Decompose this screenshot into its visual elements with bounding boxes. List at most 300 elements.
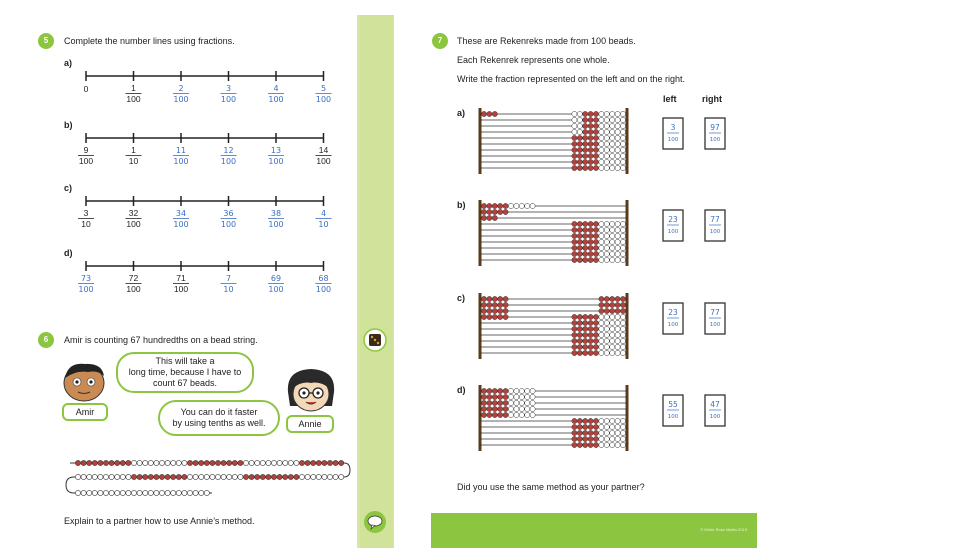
- white-bead: [620, 332, 625, 337]
- white-bead: [620, 123, 625, 128]
- red-bead: [593, 117, 598, 122]
- red-bead: [487, 388, 492, 393]
- white-bead: [620, 135, 625, 140]
- red-bead: [588, 350, 593, 355]
- white-bead: [620, 111, 625, 116]
- red-bead: [588, 332, 593, 337]
- answer-denominator-left: 100: [667, 137, 679, 143]
- white-bead: [615, 251, 620, 256]
- annie-avatar: [284, 366, 338, 416]
- red-bead: [503, 296, 508, 301]
- white-bead: [514, 400, 519, 405]
- white-bead: [610, 135, 615, 140]
- red-bead: [492, 111, 497, 116]
- white-bead: [577, 111, 582, 116]
- red-bead: [498, 412, 503, 417]
- white-bead: [615, 320, 620, 325]
- red-bead: [593, 147, 598, 152]
- red-bead: [572, 344, 577, 349]
- white-bead: [615, 165, 620, 170]
- white-bead: [620, 430, 625, 435]
- rekenreks: [450, 100, 750, 480]
- fraction-numerator: 11: [175, 146, 187, 155]
- red-bead: [577, 233, 582, 238]
- red-bead: [588, 320, 593, 325]
- red-bead: [583, 326, 588, 331]
- column-header-right: right: [702, 94, 722, 104]
- white-bead: [615, 135, 620, 140]
- red-bead: [498, 209, 503, 214]
- red-bead: [599, 302, 604, 307]
- red-bead: [593, 338, 598, 343]
- white-bead: [599, 338, 604, 343]
- white-bead: [277, 460, 282, 465]
- question-6-number: 6: [38, 332, 54, 348]
- red-bead: [492, 209, 497, 214]
- red-bead: [339, 460, 344, 465]
- white-bead: [615, 424, 620, 429]
- red-bead: [610, 302, 615, 307]
- red-bead: [487, 400, 492, 405]
- fraction-numerator: 3: [225, 84, 232, 93]
- red-bead: [75, 460, 80, 465]
- white-bead: [530, 406, 535, 411]
- fraction-denominator: 100: [315, 285, 332, 294]
- rekenrek-label: b): [457, 200, 466, 210]
- red-bead: [577, 251, 582, 256]
- red-bead: [572, 159, 577, 164]
- red-bead: [487, 412, 492, 417]
- red-bead: [577, 227, 582, 232]
- red-bead: [593, 111, 598, 116]
- white-bead: [599, 129, 604, 134]
- white-bead: [126, 490, 131, 495]
- red-bead: [492, 400, 497, 405]
- fraction-numerator: 68: [318, 274, 329, 283]
- white-bead: [143, 460, 148, 465]
- fraction-numerator: 5: [320, 84, 327, 93]
- white-bead: [154, 490, 159, 495]
- red-bead: [572, 314, 577, 319]
- answer-numerator-right: 77: [710, 308, 720, 317]
- white-bead: [604, 239, 609, 244]
- red-bead: [503, 302, 508, 307]
- fraction-denominator: 10: [223, 285, 234, 294]
- white-bead: [514, 406, 519, 411]
- white-bead: [109, 474, 114, 479]
- red-bead: [572, 436, 577, 441]
- fraction-denominator: 10: [128, 156, 139, 166]
- white-bead: [519, 412, 524, 417]
- white-bead: [508, 203, 513, 208]
- red-bead: [481, 296, 486, 301]
- white-bead: [604, 326, 609, 331]
- red-bead: [593, 442, 598, 447]
- white-bead: [620, 233, 625, 238]
- white-bead: [604, 320, 609, 325]
- red-bead: [572, 338, 577, 343]
- red-bead: [593, 129, 598, 134]
- white-bead: [171, 460, 176, 465]
- red-bead: [577, 165, 582, 170]
- fraction-numerator: 14: [318, 145, 329, 155]
- red-bead: [498, 406, 503, 411]
- white-bead: [126, 474, 131, 479]
- fraction-numerator: 69: [270, 274, 282, 283]
- white-bead: [204, 474, 209, 479]
- number-lines: [18, 50, 358, 350]
- fraction-numerator: 36: [223, 209, 234, 218]
- red-bead: [98, 460, 103, 465]
- white-bead: [572, 123, 577, 128]
- red-bead: [255, 474, 260, 479]
- fraction-denominator: 100: [126, 94, 141, 104]
- white-bead: [620, 257, 625, 262]
- red-bead: [481, 203, 486, 208]
- white-bead: [604, 159, 609, 164]
- white-bead: [615, 257, 620, 262]
- white-bead: [615, 430, 620, 435]
- answer-numerator-right: 97: [710, 123, 720, 132]
- white-bead: [599, 320, 604, 325]
- white-bead: [525, 388, 530, 393]
- white-bead: [530, 203, 535, 208]
- answer-numerator-left: 23: [668, 215, 678, 224]
- red-bead: [227, 460, 232, 465]
- white-bead: [599, 251, 604, 256]
- red-bead: [492, 302, 497, 307]
- white-bead: [311, 474, 316, 479]
- red-bead: [588, 314, 593, 319]
- white-bead: [210, 474, 215, 479]
- white-bead: [610, 344, 615, 349]
- white-bead: [615, 332, 620, 337]
- white-bead: [604, 141, 609, 146]
- white-bead: [599, 332, 604, 337]
- white-bead: [148, 490, 153, 495]
- red-bead: [615, 308, 620, 313]
- red-bead: [487, 111, 492, 116]
- white-bead: [610, 129, 615, 134]
- red-bead: [593, 221, 598, 226]
- white-bead: [604, 117, 609, 122]
- red-bead: [583, 344, 588, 349]
- red-bead: [588, 442, 593, 447]
- white-bead: [599, 442, 604, 447]
- white-bead: [599, 165, 604, 170]
- white-bead: [615, 326, 620, 331]
- white-bead: [615, 117, 620, 122]
- red-bead: [577, 430, 582, 435]
- answer-numerator-left: 55: [668, 400, 678, 409]
- white-bead: [610, 239, 615, 244]
- red-bead: [215, 460, 220, 465]
- red-bead: [498, 400, 503, 405]
- red-bead: [182, 474, 187, 479]
- white-bead: [227, 474, 232, 479]
- red-bead: [498, 296, 503, 301]
- red-bead: [583, 332, 588, 337]
- white-bead: [604, 165, 609, 170]
- red-bead: [593, 123, 598, 128]
- red-bead: [583, 320, 588, 325]
- white-bead: [610, 147, 615, 152]
- white-bead: [137, 460, 142, 465]
- red-bead: [610, 296, 615, 301]
- red-bead: [593, 430, 598, 435]
- red-bead: [572, 165, 577, 170]
- white-bead: [238, 474, 243, 479]
- white-bead: [599, 245, 604, 250]
- white-bead: [615, 111, 620, 116]
- answer-denominator-right: 100: [709, 137, 721, 143]
- red-bead: [481, 400, 486, 405]
- red-bead: [498, 394, 503, 399]
- red-bead: [481, 308, 486, 313]
- red-bead: [583, 135, 588, 140]
- white-bead: [615, 442, 620, 447]
- white-bead: [327, 474, 332, 479]
- white-bead: [620, 442, 625, 447]
- fraction-denominator: 10: [81, 219, 91, 229]
- answer-denominator-left: 100: [667, 322, 679, 328]
- white-bead: [604, 424, 609, 429]
- red-bead: [503, 412, 508, 417]
- white-bead: [615, 153, 620, 158]
- red-bead: [583, 418, 588, 423]
- white-bead: [232, 474, 237, 479]
- white-bead: [620, 165, 625, 170]
- fraction-numerator: 73: [80, 274, 92, 283]
- white-bead: [599, 221, 604, 226]
- white-bead: [87, 490, 92, 495]
- white-bead: [577, 129, 582, 134]
- white-bead: [620, 344, 625, 349]
- red-bead: [492, 388, 497, 393]
- white-bead: [610, 418, 615, 423]
- white-bead: [599, 257, 604, 262]
- white-bead: [599, 418, 604, 423]
- fraction-numerator: 3: [83, 208, 89, 218]
- red-bead: [316, 460, 321, 465]
- white-bead: [620, 239, 625, 244]
- white-bead: [103, 474, 108, 479]
- annie-name-tag: Annie: [286, 415, 334, 433]
- red-bead: [243, 474, 248, 479]
- red-bead: [577, 159, 582, 164]
- white-bead: [610, 251, 615, 256]
- red-bead: [583, 221, 588, 226]
- white-bead: [249, 460, 254, 465]
- red-bead: [204, 460, 209, 465]
- red-bead: [583, 239, 588, 244]
- white-bead: [599, 159, 604, 164]
- dice-discussion-icon: [363, 328, 387, 352]
- red-bead: [577, 350, 582, 355]
- white-bead: [187, 474, 192, 479]
- red-bead: [249, 474, 254, 479]
- fraction-numerator: 72: [128, 273, 139, 283]
- white-bead: [333, 474, 338, 479]
- red-bead: [593, 436, 598, 441]
- red-bead: [588, 141, 593, 146]
- fraction-numerator: 38: [270, 209, 282, 218]
- answer-numerator-right: 47: [710, 400, 720, 409]
- red-bead: [271, 474, 276, 479]
- white-bead: [610, 245, 615, 250]
- white-bead: [154, 460, 159, 465]
- white-bead: [271, 460, 276, 465]
- red-bead: [577, 147, 582, 152]
- question-6-instruction: Amir is counting 67 hundredths on a bead string.: [64, 335, 258, 345]
- red-bead: [492, 406, 497, 411]
- white-bead: [615, 245, 620, 250]
- white-bead: [615, 221, 620, 226]
- white-bead: [508, 412, 513, 417]
- white-bead: [610, 117, 615, 122]
- white-bead: [182, 460, 187, 465]
- white-bead: [604, 251, 609, 256]
- red-bead: [593, 344, 598, 349]
- red-bead: [199, 460, 204, 465]
- red-bead: [572, 233, 577, 238]
- white-bead: [530, 394, 535, 399]
- white-bead: [620, 436, 625, 441]
- red-bead: [583, 430, 588, 435]
- red-bead: [588, 117, 593, 122]
- white-bead: [610, 221, 615, 226]
- amir-avatar: [58, 358, 110, 404]
- red-bead: [583, 251, 588, 256]
- red-bead: [305, 460, 310, 465]
- white-bead: [193, 474, 198, 479]
- fraction-numerator: 71: [176, 273, 186, 283]
- red-bead: [577, 153, 582, 158]
- white-bead: [604, 123, 609, 128]
- white-bead: [599, 111, 604, 116]
- red-bead: [572, 350, 577, 355]
- red-bead: [577, 135, 582, 140]
- red-bead: [572, 239, 577, 244]
- red-bead: [577, 424, 582, 429]
- red-bead: [583, 350, 588, 355]
- white-bead: [620, 227, 625, 232]
- fraction-numerator: 2: [178, 84, 184, 93]
- white-bead: [193, 490, 198, 495]
- red-bead: [481, 412, 486, 417]
- white-bead: [530, 412, 535, 417]
- white-bead: [81, 490, 86, 495]
- red-bead: [487, 302, 492, 307]
- red-bead: [604, 296, 609, 301]
- white-bead: [610, 430, 615, 435]
- white-bead: [620, 147, 625, 152]
- red-bead: [583, 141, 588, 146]
- fraction-denominator: 100: [173, 284, 189, 294]
- white-bead: [109, 490, 114, 495]
- red-bead: [593, 227, 598, 232]
- fraction-numerator: 9: [83, 145, 89, 155]
- red-bead: [593, 251, 598, 256]
- rekenrek-label: d): [457, 385, 466, 395]
- white-bead: [610, 257, 615, 262]
- white-bead: [610, 165, 615, 170]
- red-bead: [210, 460, 215, 465]
- red-bead: [583, 111, 588, 116]
- red-bead: [487, 308, 492, 313]
- white-bead: [604, 436, 609, 441]
- white-bead: [615, 350, 620, 355]
- red-bead: [577, 442, 582, 447]
- red-bead: [487, 215, 492, 220]
- red-bead: [593, 326, 598, 331]
- question-7-line-3: Write the fraction represented on the left and on the right.: [457, 74, 685, 84]
- red-bead: [572, 141, 577, 146]
- red-bead: [481, 388, 486, 393]
- white-bead: [604, 233, 609, 238]
- number-line-value: 0: [83, 84, 89, 94]
- white-bead: [610, 442, 615, 447]
- red-bead: [588, 165, 593, 170]
- red-bead: [588, 424, 593, 429]
- red-bead: [610, 308, 615, 313]
- white-bead: [131, 460, 136, 465]
- white-bead: [610, 141, 615, 146]
- fraction-numerator: 32: [128, 208, 139, 218]
- fraction-denominator: 100: [78, 285, 94, 294]
- white-bead: [604, 338, 609, 343]
- white-bead: [604, 332, 609, 337]
- white-bead: [199, 474, 204, 479]
- red-bead: [277, 474, 282, 479]
- red-bead: [588, 221, 593, 226]
- red-bead: [583, 159, 588, 164]
- white-bead: [288, 460, 293, 465]
- red-bead: [588, 245, 593, 250]
- red-bead: [238, 460, 243, 465]
- fraction-denominator: 100: [315, 95, 332, 104]
- white-bead: [610, 233, 615, 238]
- red-bead: [492, 412, 497, 417]
- white-bead: [199, 490, 204, 495]
- red-bead: [503, 209, 508, 214]
- white-bead: [604, 430, 609, 435]
- red-bead: [193, 460, 198, 465]
- white-bead: [604, 314, 609, 319]
- red-bead: [577, 314, 582, 319]
- red-bead: [577, 332, 582, 337]
- red-bead: [492, 215, 497, 220]
- fraction-numerator: 1: [131, 83, 136, 93]
- fraction-numerator: 13: [270, 146, 282, 155]
- white-bead: [260, 460, 265, 465]
- white-bead: [599, 314, 604, 319]
- white-bead: [98, 490, 103, 495]
- red-bead: [503, 406, 508, 411]
- white-bead: [610, 314, 615, 319]
- question-5-instruction: Complete the number lines using fractions.: [64, 36, 235, 46]
- fraction-numerator: 7: [225, 274, 232, 283]
- red-bead: [572, 320, 577, 325]
- red-bead: [583, 129, 588, 134]
- footer-bar: [431, 513, 757, 548]
- annie-speech-line-2: by using tenths as well.: [172, 418, 266, 428]
- fraction-denominator: 100: [268, 95, 284, 104]
- white-bead: [604, 418, 609, 423]
- fraction-numerator: 1: [131, 145, 136, 155]
- red-bead: [593, 418, 598, 423]
- white-bead: [525, 203, 530, 208]
